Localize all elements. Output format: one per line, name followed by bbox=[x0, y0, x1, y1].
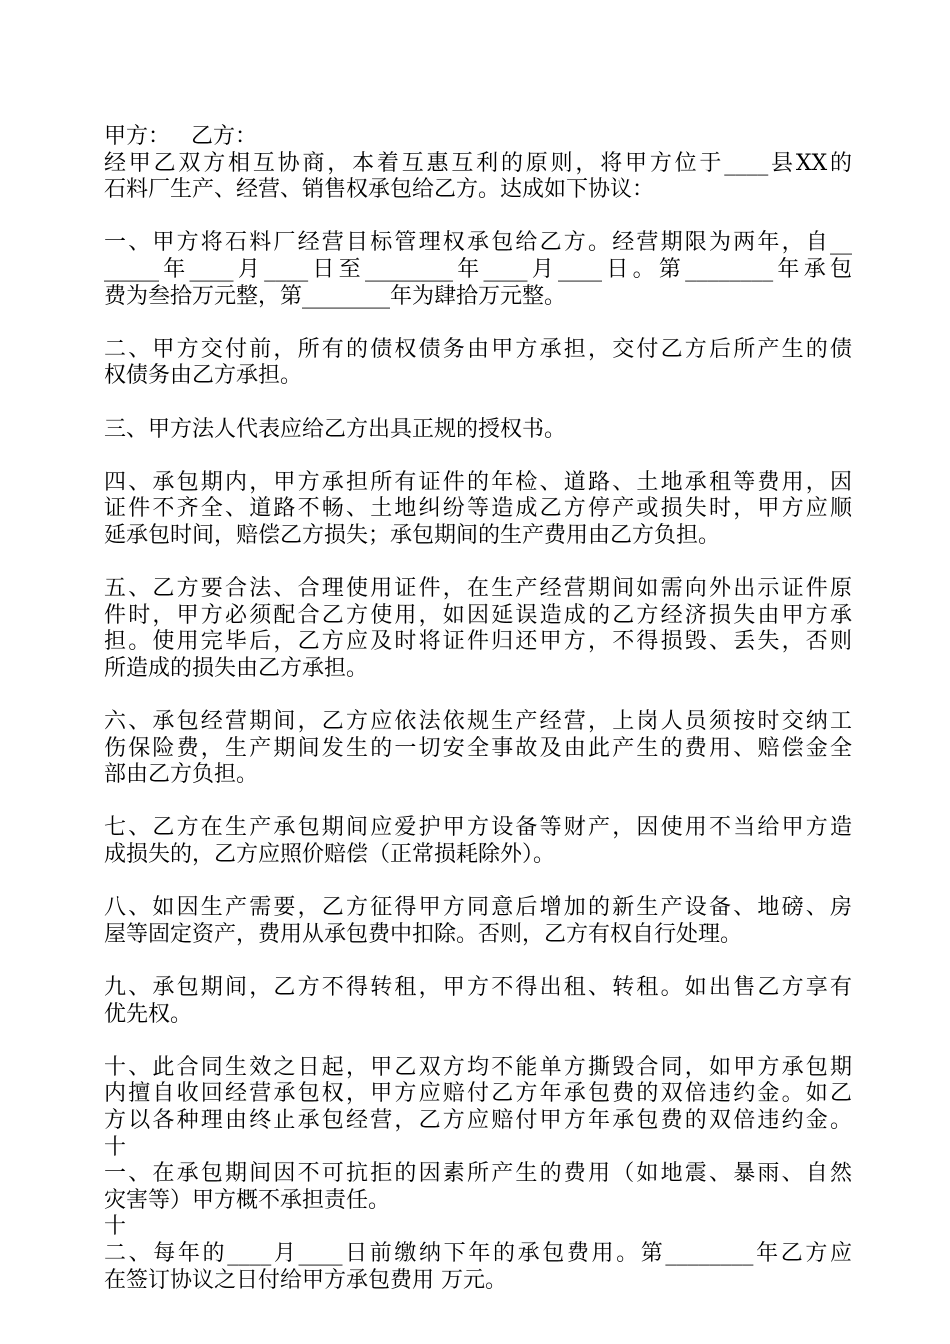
clause-9-line: 优先权。 bbox=[104, 1001, 193, 1027]
clause-4-line: 延承包时间，赔偿乙方损失；承包期间的生产费用由乙方负担。 bbox=[104, 522, 721, 548]
clause-4-line: 证件不齐全、道路不畅、土地纠纷等造成乙方停产或损失时，甲方应顺 bbox=[104, 496, 852, 522]
clause-9-line: 九、承包期间，乙方不得转租，甲方不得出租、转租。如出售乙方享有 bbox=[104, 975, 852, 1000]
clause-5-line: 担。使用完毕后，乙方应及时将证件归还甲方，不得损毁、丢失，否则 bbox=[104, 629, 852, 655]
clause-6-line: 六、承包经营期间，乙方应依法依规生产经营，上岗人员须按时交纳工 bbox=[104, 709, 852, 735]
clause-12-line: 二、每年的____月____日前缴纳下年的承包费用。第________年乙方应 bbox=[104, 1240, 852, 1266]
clause-2-line: 二、甲方交付前，所有的债权债务由甲方承担，交付乙方后所产生的债 bbox=[104, 336, 852, 362]
clause-5-line: 五、乙方要合法、合理使用证件，在生产经营期间如需向外出示证件原 bbox=[104, 576, 852, 602]
clause-7-line: 七、乙方在生产承包期间应爱护甲方设备等财产，因使用不当给甲方造 bbox=[104, 815, 852, 841]
clause-11-number: 十 bbox=[104, 1134, 127, 1160]
clause-3-line: 三、甲方法人代表应给乙方出具正规的授权书。 bbox=[104, 416, 567, 442]
contract-page bbox=[104, 124, 852, 1294]
clause-12-line: 在签订协议之日付给甲方承包费用 万元。 bbox=[104, 1267, 507, 1293]
party-header: 甲方： 乙方： bbox=[104, 124, 257, 149]
clause-6-line: 伤保险费，生产期间发生的一切安全事故及由此产生的费用、赔偿金全 bbox=[104, 735, 852, 761]
clause-5-line: 件时，甲方必须配合乙方使用，如因延误造成的乙方经济损失由甲方承 bbox=[104, 602, 852, 628]
clause-10-line: 内擅自收回经营承包权，甲方应赔付乙方年承包费的双倍违约金。如乙 bbox=[104, 1081, 852, 1107]
clause-1-line: 一、甲方将石料厂经营目标管理权承包给乙方。经营期限为两年，自__ bbox=[104, 230, 852, 256]
intro-line: 石料厂生产、经营、销售权承包给乙方。达成如下协议： bbox=[104, 177, 655, 203]
clause-12-number: 十 bbox=[104, 1214, 127, 1240]
clause-1-line: 费为叁拾万元整，第________年为肆拾万元整。 bbox=[104, 283, 567, 309]
clause-1-line: _____年____月____日至________年____月____日。第________年承包 bbox=[104, 256, 852, 282]
clause-7-line: 成损失的，乙方应照价赔偿（正常损耗除外）。 bbox=[104, 842, 556, 868]
clause-11-line: 灾害等）甲方概不承担责任。 bbox=[104, 1187, 391, 1213]
clause-11-line: 一、在承包期间因不可抗拒的因素所产生的费用（如地震、暴雨、自然 bbox=[104, 1161, 852, 1187]
clause-10-line: 十、此合同生效之日起，甲乙双方均不能单方撕毁合同，如甲方承包期 bbox=[104, 1054, 852, 1080]
clause-10-line: 方以各种理由终止承包经营，乙方应赔付甲方年承包费的双倍违约金。 bbox=[104, 1107, 852, 1133]
clause-6-line: 部由乙方负担。 bbox=[104, 762, 259, 788]
clause-4-line: 四、承包期内，甲方承担所有证件的年检、道路、土地承租等费用，因 bbox=[104, 469, 852, 495]
clause-8-line: 八、如因生产需要，乙方征得甲方同意后增加的新生产设备、地磅、房 bbox=[104, 895, 852, 921]
clause-8-line: 屋等固定资产，费用从承包费中扣除。否则，乙方有权自行处理。 bbox=[104, 921, 743, 947]
clause-5-line: 所造成的损失由乙方承担。 bbox=[104, 655, 369, 681]
intro-line: 经甲乙双方相互协商，本着互惠互利的原则，将甲方位于____县XX的 bbox=[104, 150, 852, 176]
clause-2-line: 权债务由乙方承担。 bbox=[104, 363, 303, 389]
